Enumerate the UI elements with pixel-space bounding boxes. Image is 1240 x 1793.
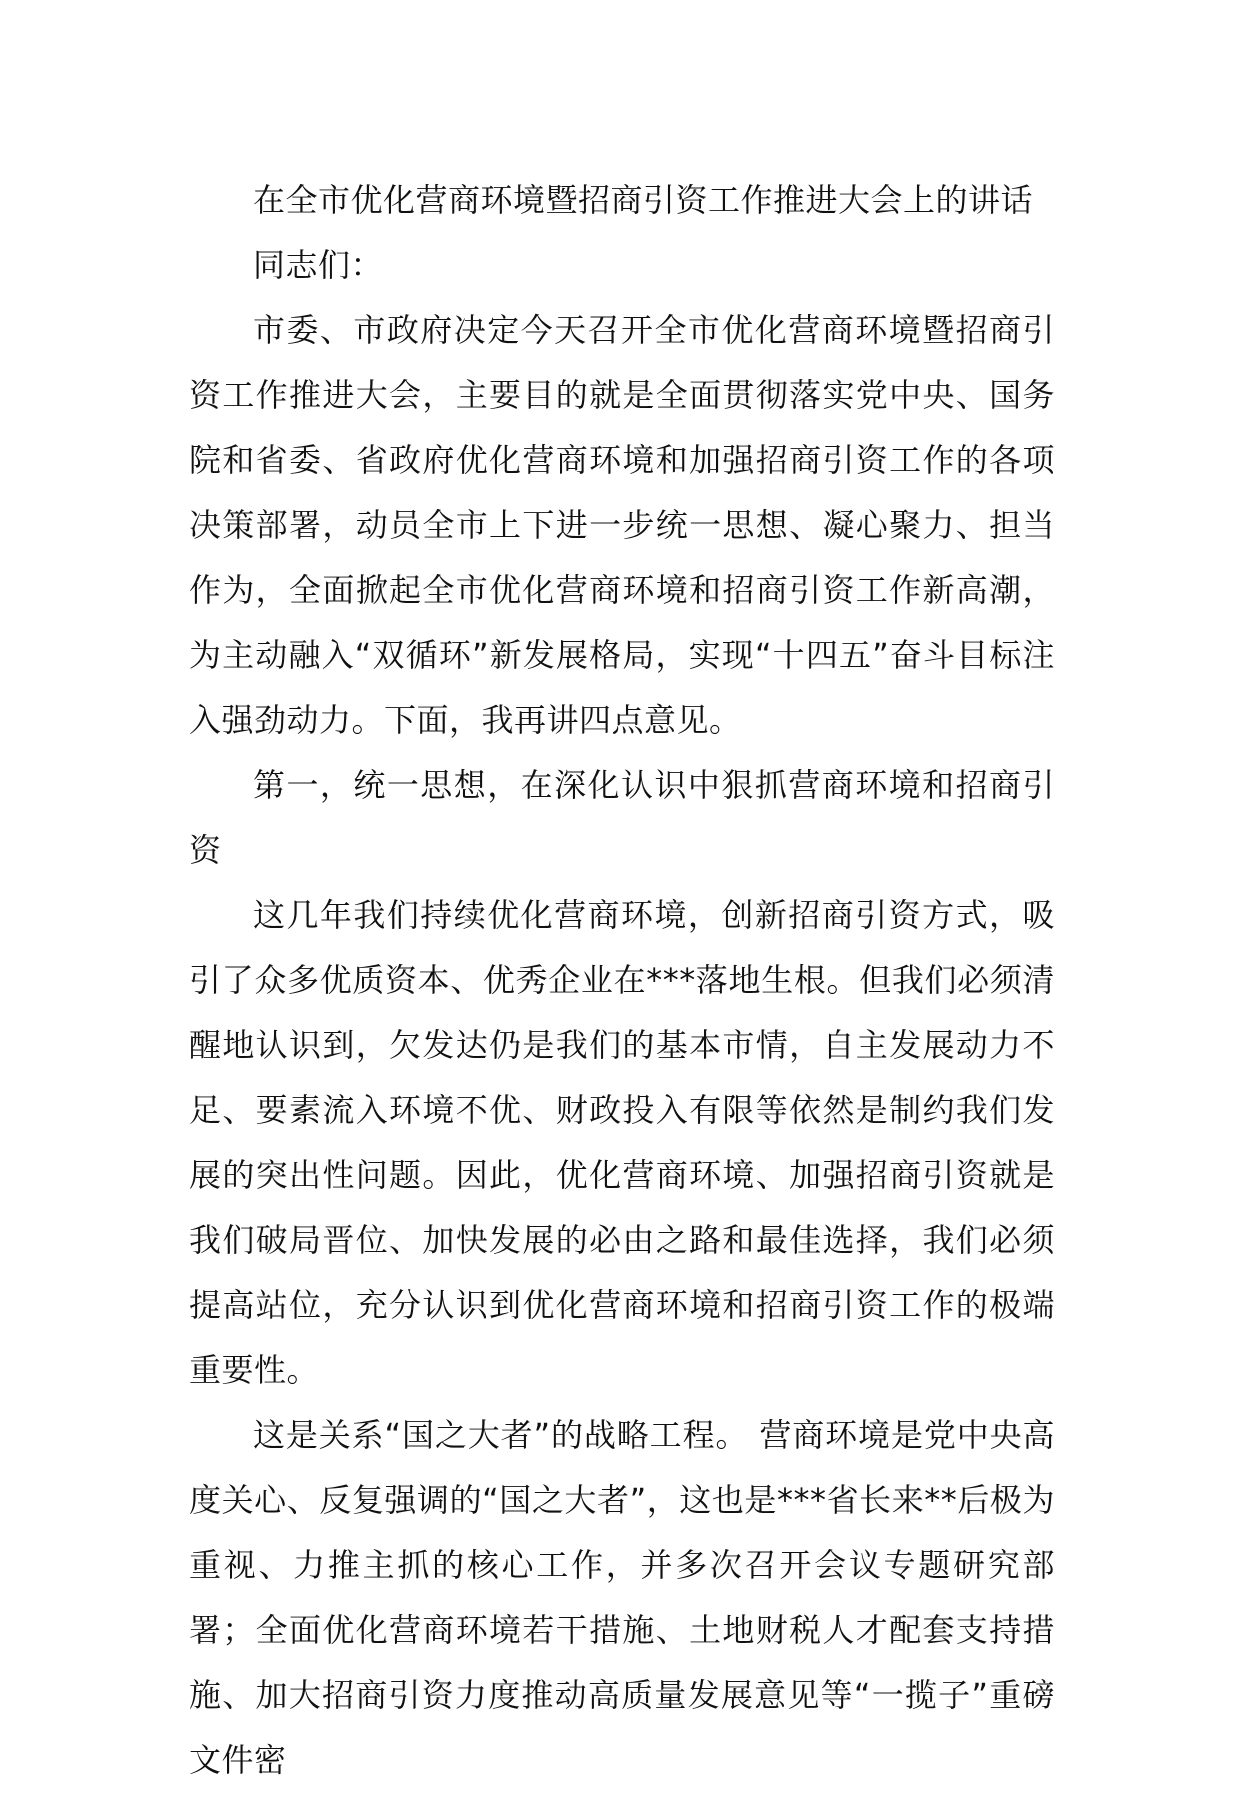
salutation: 同志们： bbox=[253, 246, 384, 284]
paragraph-intro: 市委、市政府决定今天召开全市优化营商环境暨招商引资工作推进大会，主要目的就是全面贯彻落实党中央、国务院和省委、省政府优化营商环境和加强招商引资工作的各项决策部署，动员全市上下进一步统一思想、凝心聚力、担当作为，全面掀起全市优化营商环境和招商引资工作新高潮，为主动融入“双循环”新发展格局，实现“十四五”奋斗目标注入强劲动力。下面，我再讲四点意见。 bbox=[189, 311, 1055, 739]
paragraph-body: 这几年我们持续优化营商环境，创新招商引资方式，吸引了众多优质资本、优秀企业在***落地生根。但我们必须清醒地认识到，欠发达仍是我们的基本市情，自主发展动力不足、要素流入环境不优、财政投入有限等依然是制约我们发展的突出性问题。因此，优化营商环境、加强招商引资就是我们破局晋位、加快发展的必由之路和最佳选择，我们必须提高站位，充分认识到优化营商环境和招商引资工作的极端重要性。 bbox=[189, 896, 1055, 1389]
document-page bbox=[189, 168, 1055, 1793]
paragraph-body: 这是关系“国之大者”的战略工程。 营商环境是党中央高度关心、反复强调的“国之大者”，这也是***省长来**后极为重视、力推主抓的核心工作，并多次召开会议专题研究部署；全面优化营商环境若干措施、土地财税人才配套支持措施、加大招商引资力度推动高质量发展意见等“一揽子”重磅文件密 bbox=[189, 1416, 1055, 1779]
document-title: 在全市优化营商环境暨招商引资工作推进大会上的讲话 bbox=[253, 181, 1034, 219]
section-heading-first: 第一，统一思想，在深化认识中狠抓营商环境和招商引资 bbox=[189, 766, 1055, 869]
